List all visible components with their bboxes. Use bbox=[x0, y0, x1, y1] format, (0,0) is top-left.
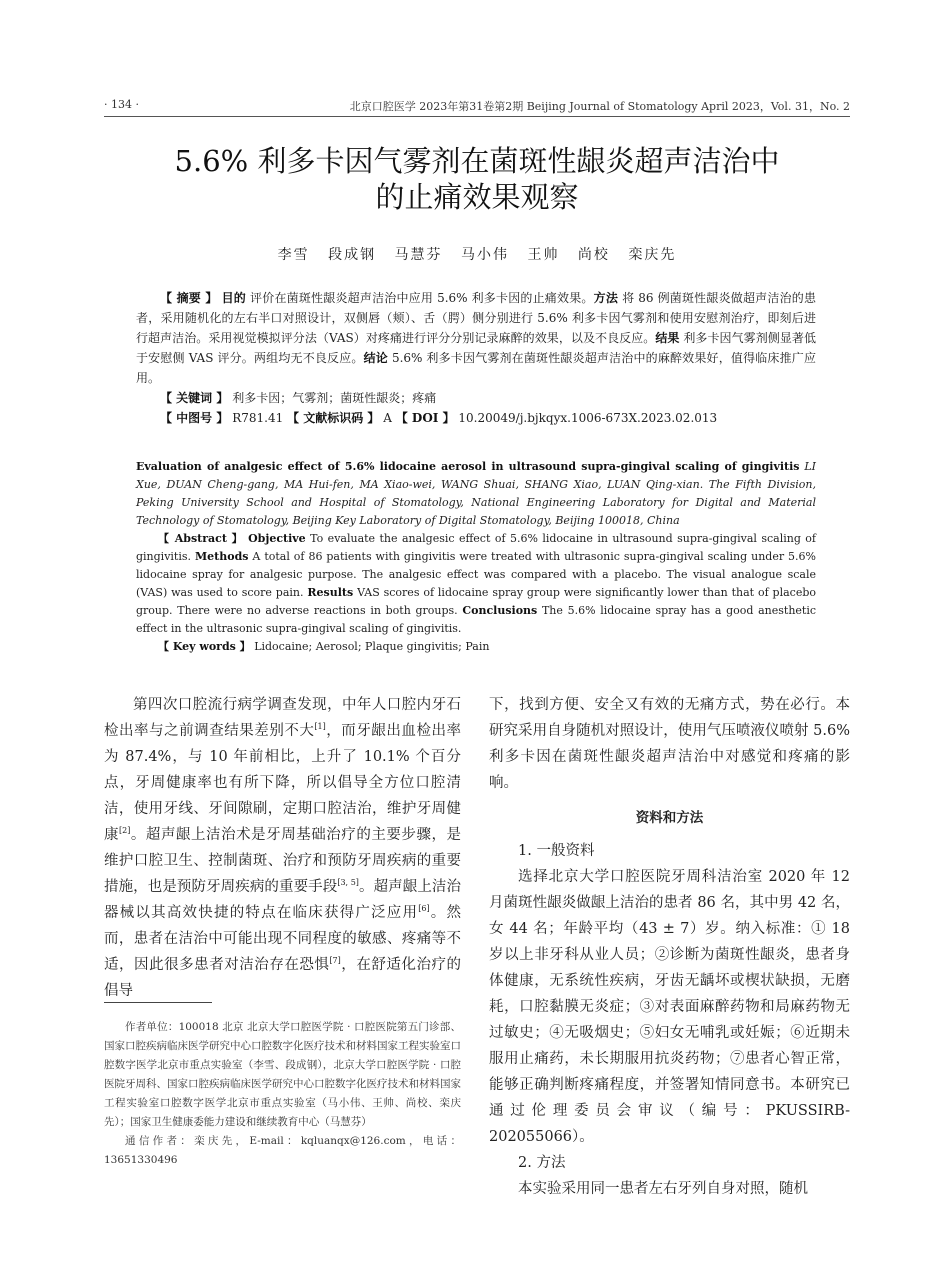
keywords-en-label: 【 Key words 】 bbox=[158, 640, 251, 653]
title-line-1: 5.6% 利多卡因气雾剂在菌斑性龈炎超声洁治中 bbox=[174, 144, 780, 178]
methods-paragraph: 本实验采用同一患者左右牙列自身对照，随机 bbox=[518, 1181, 808, 1197]
body-left-column bbox=[104, 692, 461, 1004]
keywords-en bbox=[136, 638, 816, 656]
intro-text-2: ，而牙龈出血检出率为 87.4%，与 10 年前相比，上升了 10.1% 个百分点，牙周健康率也有所下降，所以倡导全方位口腔清洁，使用牙线、牙间隙刷，定期口腔洁治，维护牙周健康 bbox=[104, 723, 462, 843]
conclusions-en-label: Conclusions bbox=[462, 604, 538, 617]
conclusion-text: 5.6% 利多卡因气雾剂在菌斑性龈炎超声洁治中的麻醉效果好，值得临床推广应用。 bbox=[136, 351, 816, 385]
doc-code-label: 【 文献标识码 】 bbox=[287, 411, 380, 425]
corresponding-author: 通信作者：栾庆先，E-mail：kqluanqx@126.com，电话：13651330496 bbox=[104, 1135, 461, 1166]
footnote-divider bbox=[104, 1002, 212, 1003]
results-en-text: VAS scores of lidocaine spray group were significantly lower than that of placebo group. There were no adverse reactions in both groups. bbox=[136, 586, 816, 617]
doc-code-text: A bbox=[383, 411, 392, 425]
keywords-cn bbox=[136, 388, 816, 408]
abstract-en-label: 【 Abstract 】 bbox=[158, 532, 244, 545]
methods-en-text: A total of 86 patients with gingivitis were treated with ultrasonic supra-gingival scaling under 5.6% lidocaine spray for analgesic purpose. The analgesic effect was compared with a placebo. The visual analogue scale (VAS) was used to score pain. bbox=[136, 550, 816, 599]
english-title-block bbox=[136, 458, 816, 530]
chinese-abstract bbox=[136, 288, 816, 428]
intro-text-5: 。然而，患者在洁治中可能出现不同程度的敏感、疼痛等不适，因此很多患者对洁治存在恐惧 bbox=[104, 905, 462, 973]
keywords-en-text: Lidocaine; Aerosol; Plaque gingivitis; Pain bbox=[254, 640, 490, 653]
intro-continued: 下，找到方便、安全又有效的无痛方式，势在必行。本研究采用自身随机对照设计，使用气压喷液仪喷射 5.6% 利多卡因在菌斑性龈炎超声洁治中对感觉和疼痛的影响。 bbox=[489, 697, 850, 791]
section-heading-materials-methods: 资料和方法 bbox=[635, 810, 704, 826]
citation-5[interactable]: [7] bbox=[329, 956, 341, 966]
page-number: · 134 · bbox=[104, 98, 139, 111]
result-text: 利多卡因气雾剂侧显著低于安慰侧 VAS 评分。两组均无不良反应。 bbox=[136, 331, 816, 365]
abstract-en-body bbox=[136, 530, 816, 638]
english-authors-affiliation: LI Xue, DUAN Cheng-gang, MA Hui-fen, MA Xiao-wei, WANG Shuai, SHANG Xiao, LUAN Qing-xian. The Fifth Division, Peking University School and Hospital of Stomatology, National Engineering Laboratory for Digital and Material Technology of Stomatology, Beijing Key Laboratory of Digital Stomatology, Beijing 100018, China bbox=[136, 460, 817, 527]
footnote bbox=[104, 1018, 461, 1170]
article-title bbox=[104, 143, 850, 215]
citation-3[interactable]: [3, 5] bbox=[337, 878, 359, 888]
classification-line bbox=[136, 408, 816, 428]
results-en-label: Results bbox=[307, 586, 354, 599]
clc-text: R781.41 bbox=[232, 411, 284, 425]
citation-4[interactable]: [6] bbox=[418, 904, 430, 914]
subsection-methods: 2. 方法 bbox=[518, 1155, 566, 1171]
intro-text-4: 。超声龈上洁治器械以其高效快捷的特点在临床获得广泛应用 bbox=[104, 879, 462, 921]
abstract-cn-body bbox=[136, 288, 816, 388]
body-right-column bbox=[489, 692, 850, 1202]
author-unit: 作者单位：100018 北京 北京大学口腔医学院 · 口腔医院第五门诊部、国家口腔疾病临床医学研究中心口腔数字化医疗技术和材料国家工程实验室口腔数字医学北京市重点实验室（李雪、段成钢），北京大学口腔医学院 · 口腔医院牙周科、国家口腔疾病临床医学研究中心口腔数字化医疗技术和材料国家工程实验室口腔数字医学北京市重点实验室（马小伟、王帅、尚校、栾庆先）；国家卫生健康委能力建设和继续教育中心（马慧芬） bbox=[104, 1021, 461, 1128]
general-data-paragraph: 选择北京大学口腔医院牙周科洁治室 2020 年 12 月菌斑性龈炎做龈上洁治的患者 86 名，其中男 42 名，女 44 名；年龄平均（43 ± 7）岁。纳入标准：① 18 岁以上非牙科从业人员；②诊断为菌斑性龈炎，患者身体健康，无系统性疾病，牙齿无龋坏或楔状缺损，无磨耗，口腔黏膜无炎症；③对表面麻醉药物和局麻药物无过敏史；④无吸烟史；⑤妇女无哺乳或妊娠；⑥近期未服用止痛药，未长期服用抗炎药物；⑦患者心智正常，能够正确判断疼痛程度，并签署知情同意书。本研究已通过伦理委员会审议（编号：PKUSSIRB-202055066）。 bbox=[489, 869, 850, 1145]
objective-en-text: To evaluate the analgesic effect of 5.6% lidocaine in ultrasound supra-gingival scaling of gingivitis. bbox=[136, 532, 817, 563]
abstract-label: 【 摘要 】 bbox=[160, 291, 218, 305]
citation-1[interactable]: [1] bbox=[314, 722, 326, 732]
method-text: 将 86 例菌斑性龈炎做超声洁治的患者，采用随机化的左右半口对照设计，双侧唇（颊）、舌（腭）侧分别进行 5.6% 利多卡因气雾剂和使用安慰剂治疗，即刻后进行超声洁治。采用视觉模拟评分法（VAS）对疼痛进行评分分别记录麻醉的效果，以及不良反应。 bbox=[136, 291, 816, 345]
clc-label: 【 中图号 】 bbox=[160, 411, 229, 425]
journal-info: 北京口腔医学 2023年第31卷第2期 Beijing Journal of Stomatology April 2023，Vol. 31，No. 2 bbox=[349, 100, 850, 113]
conclusion-label: 结论 bbox=[363, 351, 388, 365]
english-title: Evaluation of analgesic effect of 5.6% lidocaine aerosol in ultrasound supra-gingival scaling of gingivitis bbox=[136, 460, 800, 473]
intro-text-1: 第四次口腔流行病学调查发现，中年人口腔内牙石检出率与之前调查结果差别不大 bbox=[104, 697, 461, 739]
objective-label: 目的 bbox=[221, 291, 247, 305]
citation-2[interactable]: [2] bbox=[119, 826, 131, 836]
intro-text-6: ，在舒适化治疗的倡导 bbox=[104, 957, 462, 999]
keywords-text: 利多卡因；气雾剂；菌斑性龈炎；疼痛 bbox=[232, 391, 437, 405]
objective-text: 评价在菌斑性龈炎超声洁治中应用 5.6% 利多卡因的止痛效果。 bbox=[250, 291, 594, 305]
doi-text: 10.20049/j.bjkqyx.1006-673X.2023.02.013 bbox=[458, 411, 718, 425]
author-list: 李雪 段成钢 马慧芬 马小伟 王帅 尚校 栾庆先 bbox=[277, 247, 677, 263]
conclusions-en-text: The 5.6% lidocaine spray has a good anesthetic effect in the ultrasonic supra-gingival scaling of gingivitis. bbox=[136, 604, 817, 635]
english-abstract bbox=[136, 458, 816, 656]
result-label: 结果 bbox=[655, 331, 680, 345]
subsection-general-data: 1. 一般资料 bbox=[518, 843, 595, 859]
doi-label: 【 DOI 】 bbox=[395, 411, 455, 425]
methods-en-label: Methods bbox=[194, 550, 249, 563]
objective-en-label: Objective bbox=[248, 532, 306, 545]
intro-paragraph bbox=[104, 692, 461, 1004]
running-header bbox=[104, 96, 850, 117]
title-line-2: 的止痛效果观察 bbox=[375, 180, 579, 214]
method-label: 方法 bbox=[593, 291, 619, 305]
keywords-label: 【 关键词 】 bbox=[160, 391, 229, 405]
intro-text-3: 。超声龈上洁治术是牙周基础治疗的主要步骤，是维护口腔卫生、控制菌斑、治疗和预防牙周疾病的重要措施，也是预防牙周疾病的重要手段 bbox=[104, 827, 462, 895]
